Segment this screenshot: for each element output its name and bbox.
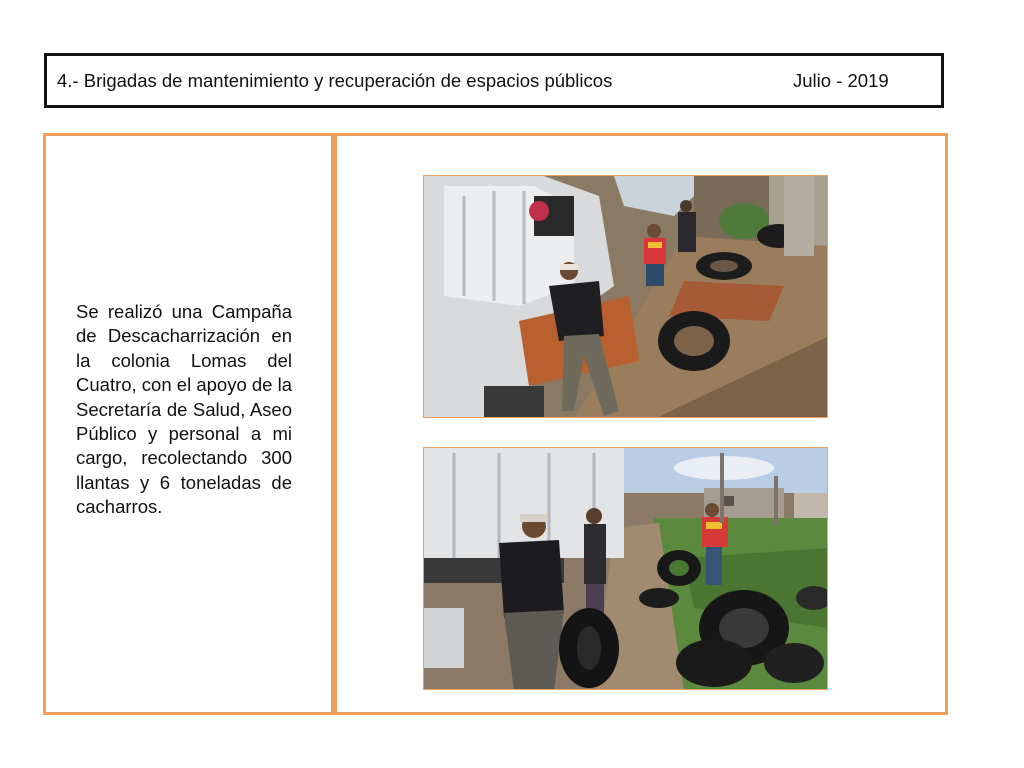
photo-tire-collection: [423, 447, 828, 690]
description-text: Se realizó una Campaña de Descacharrización en la colonia Lomas del Cuatro, con el apoyo de la Secretaría de Salud, Aseo Público y personal a mi cargo, recolectando 300 llantas y 6 toneladas de cacharros.: [76, 301, 292, 518]
page-title: 4.- Brigadas de mantenimiento y recuperación de espacios públicos: [57, 70, 613, 91]
title-box: [44, 53, 944, 108]
photo-truck-unloading: [423, 175, 828, 418]
date-label: Julio - 2019: [793, 70, 889, 91]
